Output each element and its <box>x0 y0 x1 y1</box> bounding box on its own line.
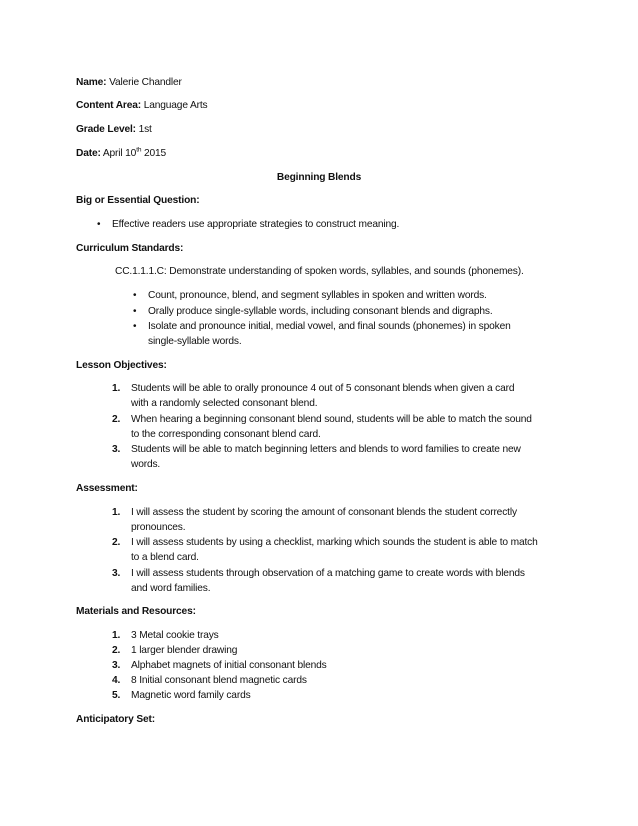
material-item: 3 Metal cookie trays <box>131 630 219 641</box>
material-item: Alphabet magnets of initial consonant blends <box>131 660 327 671</box>
date-label: Date: <box>76 148 101 159</box>
grade-row <box>76 123 152 136</box>
name-label: Name: <box>76 77 107 88</box>
list-number: 3. <box>112 444 121 455</box>
list-number: 4. <box>112 675 121 686</box>
materials-heading: Materials and Resources: <box>76 606 196 617</box>
date-row <box>76 147 166 160</box>
objective-item-line1: Students will be able to orally pronounce 4 out of 5 consonant blends when given a card <box>131 383 515 394</box>
curriculum-item-continued: single-syllable words. <box>148 336 242 347</box>
objective-item-line1: When hearing a beginning consonant blend sound, students will be able to match the sound <box>131 414 532 425</box>
curriculum-item: Isolate and pronounce initial, medial vowel, and final sounds (phonemes) in spoken <box>148 321 511 332</box>
assessment-item-line2: to a blend card. <box>131 552 199 563</box>
content-area-value: Language Arts <box>141 100 208 111</box>
list-number: 5. <box>112 690 121 701</box>
objective-item-line2: with a randomly selected consonant blend. <box>131 398 318 409</box>
objectives-heading: Lesson Objectives: <box>76 360 167 371</box>
date-suffix: th <box>136 146 142 154</box>
objective-item-line2: words. <box>131 459 161 470</box>
bullet-icon: • <box>97 219 101 230</box>
list-number: 2. <box>112 537 121 548</box>
list-number: 1. <box>112 383 121 394</box>
date-year: 2015 <box>141 148 167 159</box>
curriculum-heading: Curriculum Standards: <box>76 243 184 254</box>
bullet-icon: • <box>133 321 137 332</box>
name-value: Valerie Chandler <box>106 77 182 88</box>
list-number: 2. <box>112 645 121 656</box>
bullet-icon: • <box>133 290 137 301</box>
date-value: April 10 <box>100 148 137 159</box>
assessment-item-line2: and word families. <box>131 583 211 594</box>
material-item: 1 larger blender drawing <box>131 645 238 656</box>
list-number: 2. <box>112 414 121 425</box>
lesson-title: Beginning Blends <box>276 172 362 183</box>
bullet-icon: • <box>133 306 137 317</box>
curriculum-item: Count, pronounce, blend, and segment syllables in spoken and written words. <box>148 290 487 301</box>
big-question-item: Effective readers use appropriate strategies to construct meaning. <box>112 219 400 230</box>
curriculum-item: Orally produce single-syllable words, including consonant blends and digraphs. <box>148 306 493 317</box>
list-number: 1. <box>112 630 121 641</box>
anticipatory-heading: Anticipatory Set: <box>76 714 155 725</box>
assessment-item-line1: I will assess the student by scoring the amount of consonant blends the student correctly <box>131 507 517 518</box>
objective-item-line1: Students will be able to match beginning letters and blends to word families to create new <box>131 444 521 455</box>
name-row <box>76 76 182 89</box>
material-item: Magnetic word family cards <box>131 690 251 701</box>
curriculum-standard: CC.1.1.1.C: Demonstrate understanding of spoken words, syllables, and sounds (phonemes). <box>115 266 524 277</box>
list-number: 3. <box>112 660 121 671</box>
grade-value: 1st <box>135 124 152 135</box>
assessment-item-line1: I will assess students through observation of a matching game to create words with blends <box>131 568 525 579</box>
big-question-heading: Big or Essential Question: <box>76 195 200 206</box>
content-area-row <box>76 99 207 112</box>
objective-item-line2: to the corresponding consonant blend card. <box>131 429 321 440</box>
list-number: 3. <box>112 568 121 579</box>
content-area-label: Content Area: <box>76 100 142 111</box>
assessment-item-line2: pronounces. <box>131 522 186 533</box>
list-number: 1. <box>112 507 121 518</box>
grade-label: Grade Level: <box>76 124 136 135</box>
material-item: 8 Initial consonant blend magnetic cards <box>131 675 307 686</box>
assessment-heading: Assessment: <box>76 483 138 494</box>
assessment-item-line1: I will assess students by using a checklist, marking which sounds the student is able to match <box>131 537 538 548</box>
